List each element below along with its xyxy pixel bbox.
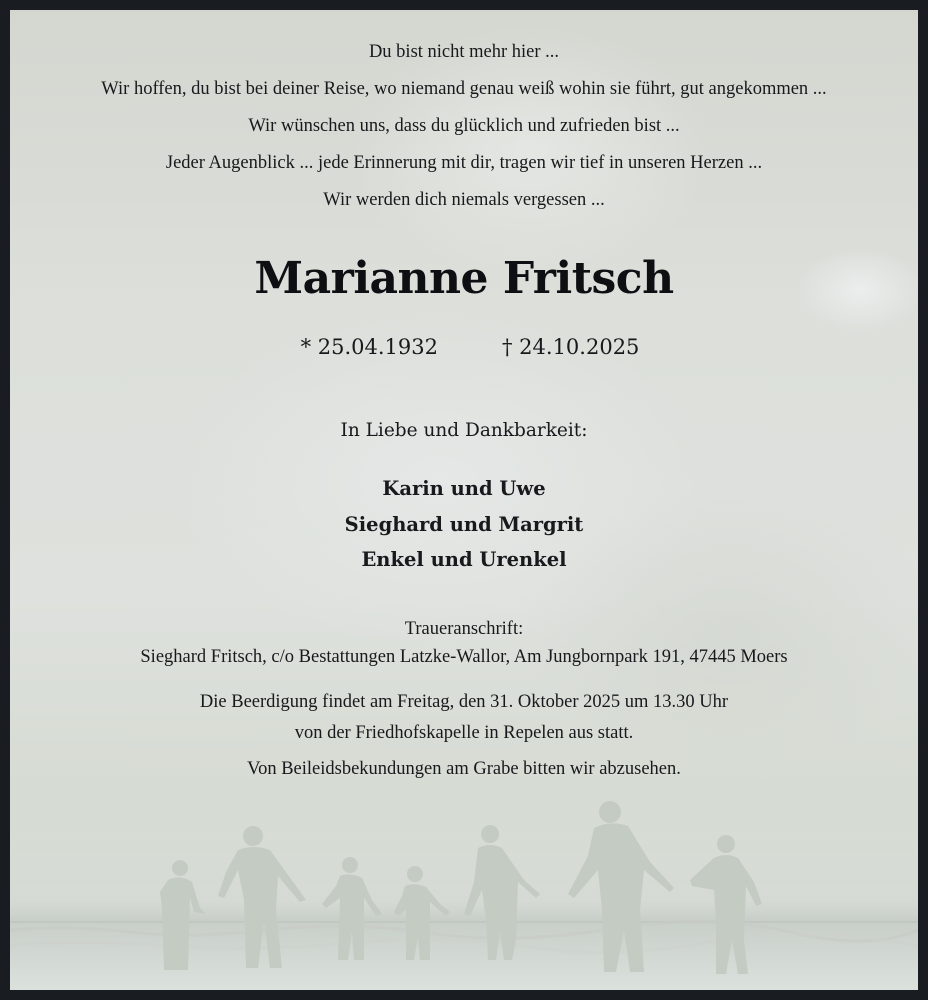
mourning-address-label: Traueranschrift: — [404, 619, 524, 639]
obituary-card — [10, 10, 918, 990]
death-date: † 24.10.2025 — [502, 335, 640, 359]
mourner: Karin und Uwe — [382, 477, 546, 500]
funeral-line: Die Beerdigung findet am Freitag, den 31. Oktober 2025 um 13.30 Uhr — [199, 692, 729, 712]
funeral-info — [10, 687, 918, 749]
birth-date: * 25.04.1932 — [300, 335, 438, 359]
poem-line: Wir wünschen uns, dass du glücklich und zufrieden bist ... — [248, 116, 680, 136]
family-silhouette-image — [10, 790, 918, 990]
life-dates — [22, 335, 918, 359]
funeral-line: von der Friedhofskapelle in Repelen aus statt. — [294, 723, 634, 743]
condolence-note: Von Beileidsbekundungen am Grabe bitten wir abzusehen. — [247, 759, 681, 779]
mourning-address: Sieghard Fritsch, c/o Bestattungen Latzke-Wallor, Am Jungbornpark 191, 47445 Moers — [140, 647, 788, 667]
mourner: Enkel und Urenkel — [361, 548, 567, 571]
poem-line: Wir hoffen, du bist bei deiner Reise, wo niemand genau weiß wohin sie führt, gut angekommen ... — [101, 79, 827, 99]
poem-line: Wir werden dich niemals vergessen ... — [323, 190, 605, 210]
mourners-list — [10, 471, 918, 578]
poem — [10, 34, 918, 219]
dedication: In Liebe und Dankbarkeit: — [340, 420, 588, 441]
deceased-name: Marianne Fritsch — [254, 253, 674, 304]
poem-line: Du bist nicht mehr hier ... — [368, 42, 560, 62]
poem-line: Jeder Augenblick ... jede Erinnerung mit dir, tragen wir tief in unseren Herzen ... — [165, 153, 763, 173]
mourner: Sieghard und Margrit — [344, 512, 584, 536]
